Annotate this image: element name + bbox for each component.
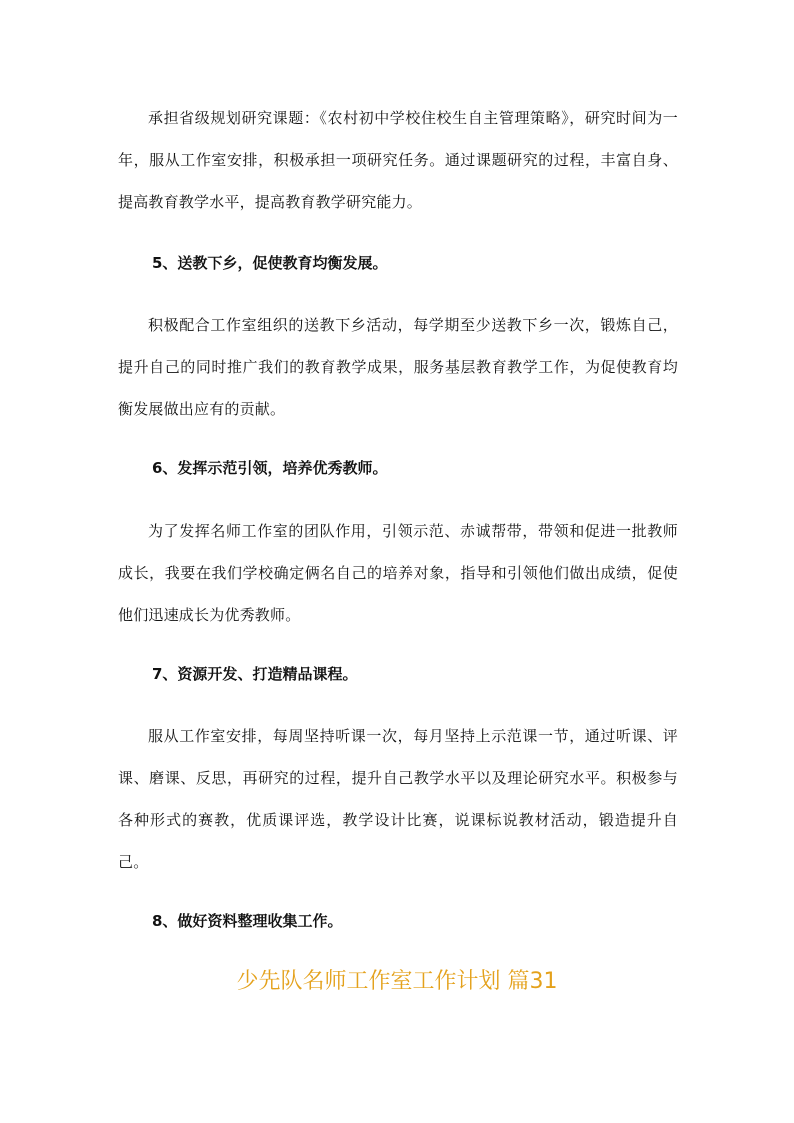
paragraph-research-topic: 承担省级规划研究课题：《农村初中学校住校生自主管理策略》，研究时间为一年，服从工作室安排，积极承担一项研究任务。通过课题研究的过程，丰富自身、提高教育教学水平，提高教育教学研究能力。 (118, 109, 678, 211)
heading-5: 5、送教下乡，促使教育均衡发展。 (152, 254, 388, 272)
paragraph-resource-development: 服从工作室安排，每周坚持听课一次，每月坚持上示范课一节，通过听课、评课、磨课、反思，再研究的过程，提升自己教学水平以及理论研究水平。积极参与各种形式的赛教，优质课评选，教学设计比赛，说课标说教材活动，锻造提升自己。 (118, 727, 678, 871)
heading-8: 8、做好资料整理收集工作。 (152, 912, 343, 930)
paragraph-model-leading: 为了发挥名师工作室的团队作用，引领示范、赤诚帮带，带领和促进一批教师成长，我要在我们学校确定俩名自己的培养对象，指导和引领他们做出成绩，促使他们迅速成长为优秀教师。 (118, 522, 678, 624)
paragraph-send-teaching: 积极配合工作室组织的送教下乡活动，每学期至少送教下乡一次，锻炼自己，提升自己的同时推广我们的教育教学成果，服务基层教育教学工作，为促使教育均衡发展做出应有的贡献。 (118, 316, 678, 418)
heading-6: 6、发挥示范引领，培养优秀教师。 (152, 459, 388, 477)
heading-7: 7、资源开发、打造精品课程。 (152, 665, 358, 683)
section-title: 少先队名师工作室工作计划 篇31 (236, 969, 558, 994)
